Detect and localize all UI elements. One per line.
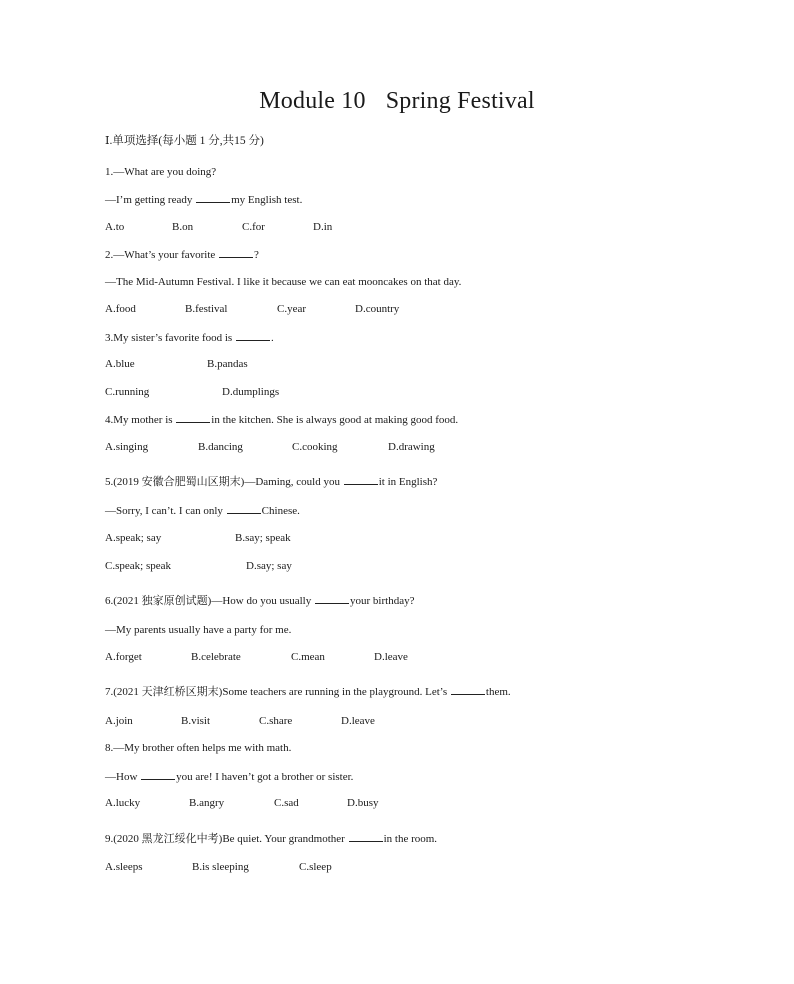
question-2-line2: —The Mid-Autumn Festival. I like it because we can eat mooncakes on that day. [105,276,462,288]
option-b: B.on [172,221,194,233]
option-a: A.to [105,221,125,233]
answer-blank [451,685,485,695]
question-3-text: 3.My sister’s favorite food is [105,332,235,344]
answer-blank [227,504,261,514]
question-3-text-after: . [270,332,274,344]
option-d: D.in [313,221,333,233]
question-7-text: 7.(2021 天津红桥区期末)Some teachers are running in the playground. Let’s [105,686,450,698]
option-a: A.lucky [105,797,141,809]
option-b: B.is sleeping [192,861,249,873]
answer-blank [176,413,210,423]
question-5-stem [105,473,437,489]
option-a: A.join [105,715,133,727]
question-8-line2 [105,770,353,783]
question-5-text-after: it in English? [378,476,438,488]
option-a: A.blue [105,358,135,370]
answer-blank [236,331,270,341]
question-9-text: 9.(2020 黑龙江绥化中考)Be quiet. Your grandmother [105,833,348,845]
question-1-stem: 1.—What are you doing? [105,166,217,178]
option-a: A.singing [105,441,149,453]
option-c: C.sad [274,797,299,809]
question-5-text: 5.(2019 安徽合肥蜀山区期末)—Daming, could you [105,476,343,488]
question-4-text-after: in the kitchen. She is always good at making good food. [211,414,459,426]
option-b: B.celebrate [191,651,241,663]
question-4-stem [105,413,458,426]
option-d: D.busy [347,797,379,809]
section-header: Ⅰ.单项选择(每小题 1 分,共15 分) [105,135,264,147]
answer-blank [219,248,253,258]
answer-blank [196,193,230,203]
option-c: C.cooking [292,441,338,453]
question-2-text-after: ? [254,249,259,261]
question-7-text-after: them. [485,686,511,698]
option-d: D.country [355,303,400,315]
option-b: B.angry [189,797,225,809]
question-6-stem [105,592,414,608]
question-6-text: 6.(2021 独家原创试题)—How do you usually [105,595,314,607]
option-d: D.dumplings [222,386,280,398]
option-b: B.dancing [198,441,243,453]
option-c: C.mean [291,651,325,663]
option-b: B.festival [185,303,228,315]
option-c: C.share [259,715,293,727]
option-b: B.visit [181,715,211,727]
option-d: D.say; say [246,560,292,572]
question-7-stem [105,683,511,699]
answer-blank [349,832,383,842]
answer-blank [315,594,349,604]
option-a: A.speak; say [105,532,162,544]
option-d: D.leave [341,715,375,727]
question-6-text-after: your birthday? [350,595,415,607]
answer-blank [344,475,378,485]
option-c: C.year [277,303,307,315]
question-6-line2: —My parents usually have a party for me. [105,624,292,636]
question-5-line2-after: Chinese. [261,505,300,517]
question-4-text: 4.My mother is [105,414,176,426]
question-1-text: —I’m getting ready [105,194,196,206]
option-c: C.for [242,221,265,233]
question-8-text: —How [105,771,141,783]
question-2-text: 2.—What’s your favorite [105,249,219,261]
module-label: Module 10 [259,88,366,114]
option-b: B.say; speak [235,532,291,544]
question-1-text-after: my English test. [231,194,303,206]
question-9-text-after: in the room. [383,833,438,845]
option-b: B.pandas [207,358,248,370]
option-c: C.running [105,386,150,398]
option-d: D.drawing [388,441,435,453]
option-c: C.sleep [299,861,332,873]
question-9-stem [105,830,437,846]
option-a: A.food [105,303,136,315]
question-3-stem [105,331,274,344]
page-title [0,88,794,115]
option-a: A.forget [105,651,142,663]
question-5-line2 [105,504,300,517]
answer-blank [141,770,175,780]
option-d: D.leave [374,651,408,663]
question-2-stem [105,248,259,261]
module-topic: Spring Festival [385,88,535,114]
question-8-stem: 8.—My brother often helps me with math. [105,742,292,754]
option-a: A.sleeps [105,861,143,873]
question-8-text-after: you are! I haven’t got a brother or sister. [176,771,354,783]
question-1-line2 [105,193,302,206]
option-c: C.speak; speak [105,560,171,572]
question-5-line2-text: —Sorry, I can’t. I can only [105,505,226,517]
